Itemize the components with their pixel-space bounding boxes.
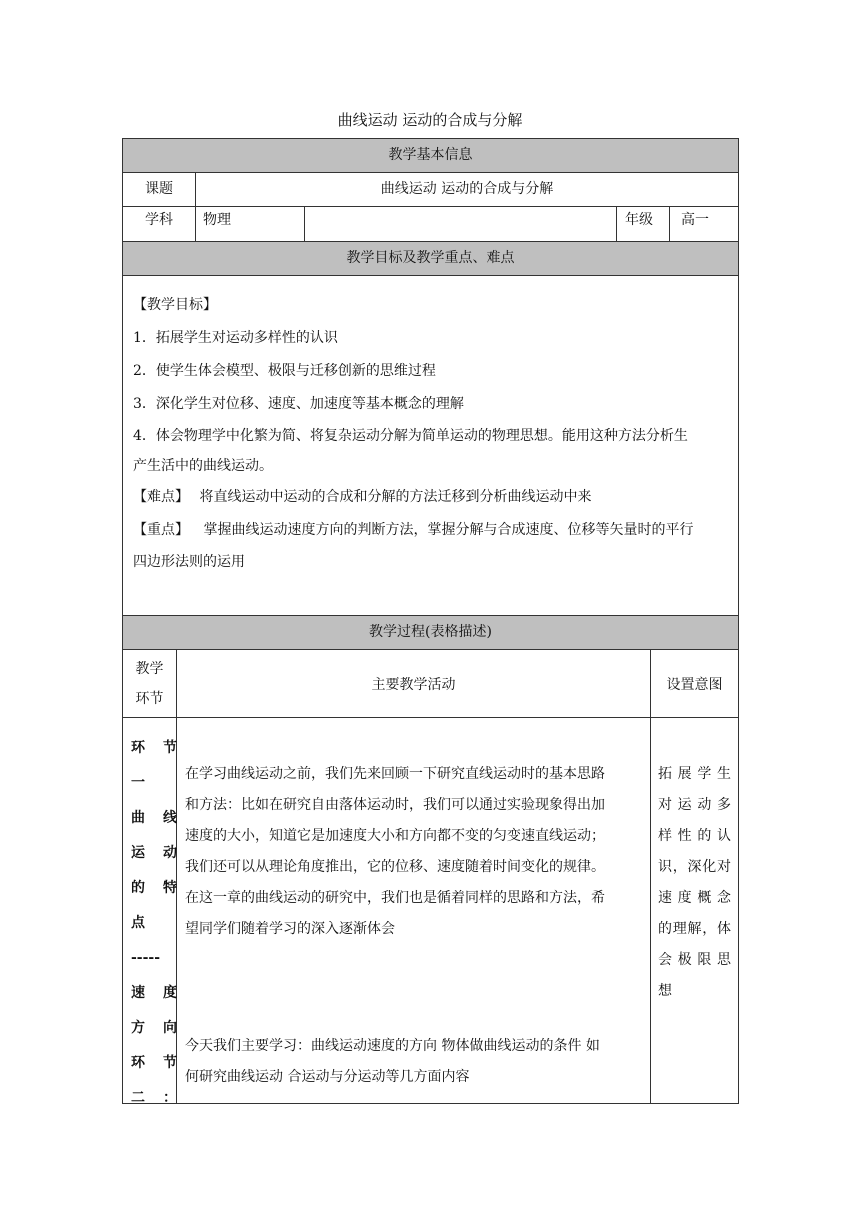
objectives-title: 【教学目标】: [133, 297, 217, 313]
grade-value: 高一: [681, 212, 709, 228]
column-divider: [304, 207, 305, 241]
difficulty-label: 【难点】: [133, 489, 189, 505]
grade-label: 年级: [625, 212, 653, 228]
stage-cell: [131, 731, 177, 1116]
stage-line: 一: [131, 775, 145, 791]
lesson-plan-table: [122, 138, 739, 1104]
objective-item: 3．深化学生对位移、速度、加速度等基本概念的理解: [133, 396, 464, 412]
stage-line: 二：: [131, 1090, 177, 1106]
key-point-text-cont: 四边形法则的运用: [133, 554, 245, 570]
purpose-line: 会极限思: [658, 952, 731, 968]
stage-line: 环节: [131, 740, 177, 756]
activity-cell: [185, 759, 647, 945]
purpose-line: 速度概念: [658, 890, 731, 906]
column-divider: [669, 207, 670, 241]
stage-line: 速度: [131, 985, 177, 1001]
purpose-line: 想: [658, 983, 672, 999]
row-divider: [123, 206, 738, 207]
activity-line: 今天我们主要学习：曲线运动速度的方向 物体做曲线运动的条件 如: [185, 1038, 600, 1054]
key-point-text: 掌握曲线运动速度方向的判断方法，掌握分解与合成速度、位移等矢量时的平行: [203, 522, 694, 538]
column-divider: [616, 207, 617, 241]
process-header: 教学过程(表格描述): [123, 616, 738, 650]
activity-line: 速度的大小，知道它是加速度大小和方向都不变的匀变速直线运动；: [185, 828, 605, 844]
objectives-body: [133, 289, 729, 577]
objective-item: 4．体会物理学中化繁为简、将复杂运动分解为简单运动的物理思想。能用这种方法分析生: [133, 428, 688, 444]
purpose-column-header: 设置意图: [666, 677, 723, 693]
activity-line: 在这一章的曲线运动的研究中，我们也是循着同样的思路和方法，希: [185, 890, 605, 906]
objectives-header: 教学目标及教学重点、难点: [123, 242, 738, 276]
purpose-cell: [658, 759, 731, 1007]
stage-line: 运动: [131, 845, 177, 861]
topic-value: 曲线运动 运动的合成与分解: [380, 181, 554, 197]
stage-header-line: 教学: [135, 661, 164, 677]
activity-line: 望同学们随着学习的深入逐渐体会: [185, 921, 395, 937]
activity-line: 何研究曲线运动 合运动与分运动等几方面内容: [185, 1069, 470, 1085]
basic-info-header: 教学基本信息: [123, 139, 738, 173]
purpose-line: 对运动多: [658, 797, 731, 813]
topic-label: 课题: [145, 181, 173, 197]
stage-line: -----: [131, 950, 161, 966]
activity-line: 和方法：比如在研究自由落体运动时，我们可以通过实验现象得出加: [185, 797, 605, 813]
row-divider: [123, 717, 738, 718]
purpose-line: 样性的认: [658, 828, 731, 844]
purpose-line: 识，深化对: [658, 859, 731, 875]
stage-line: 方向: [131, 1020, 177, 1036]
activity-cell-part2: [185, 1031, 647, 1093]
stage-line: 点: [131, 915, 145, 931]
subject-value: 物理: [203, 212, 231, 228]
stage-line: 的特: [131, 880, 177, 896]
objective-item: 2．使学生体会模型、极限与迁移创新的思维过程: [133, 363, 436, 379]
difficulty-text: 将直线运动中运动的合成和分解的方法迁移到分析曲线运动中来: [199, 489, 592, 505]
stage-header-line: 环节: [135, 691, 164, 707]
stage-line: 环节: [131, 1055, 177, 1071]
activity-line: 我们还可以从理论角度推出，它的位移、速度随着时间变化的规律。: [185, 859, 605, 875]
activity-column-header: 主要教学活动: [371, 677, 456, 693]
objective-item: 产生活中的曲线运动。: [133, 458, 273, 474]
subject-label: 学科: [145, 212, 173, 228]
purpose-line: 的理解，体: [658, 921, 731, 937]
stage-column-header: [123, 654, 176, 714]
document-title: 曲线运动 运动的合成与分解: [337, 111, 523, 129]
key-point-label: 【重点】: [133, 522, 189, 538]
purpose-line: 拓展学生: [658, 766, 731, 782]
activity-line: 在学习曲线运动之前，我们先来回顾一下研究直线运动时的基本思路: [185, 766, 605, 782]
objective-item: 1．拓展学生对运动多样性的认识: [133, 330, 338, 346]
stage-line: 曲线: [131, 810, 177, 826]
